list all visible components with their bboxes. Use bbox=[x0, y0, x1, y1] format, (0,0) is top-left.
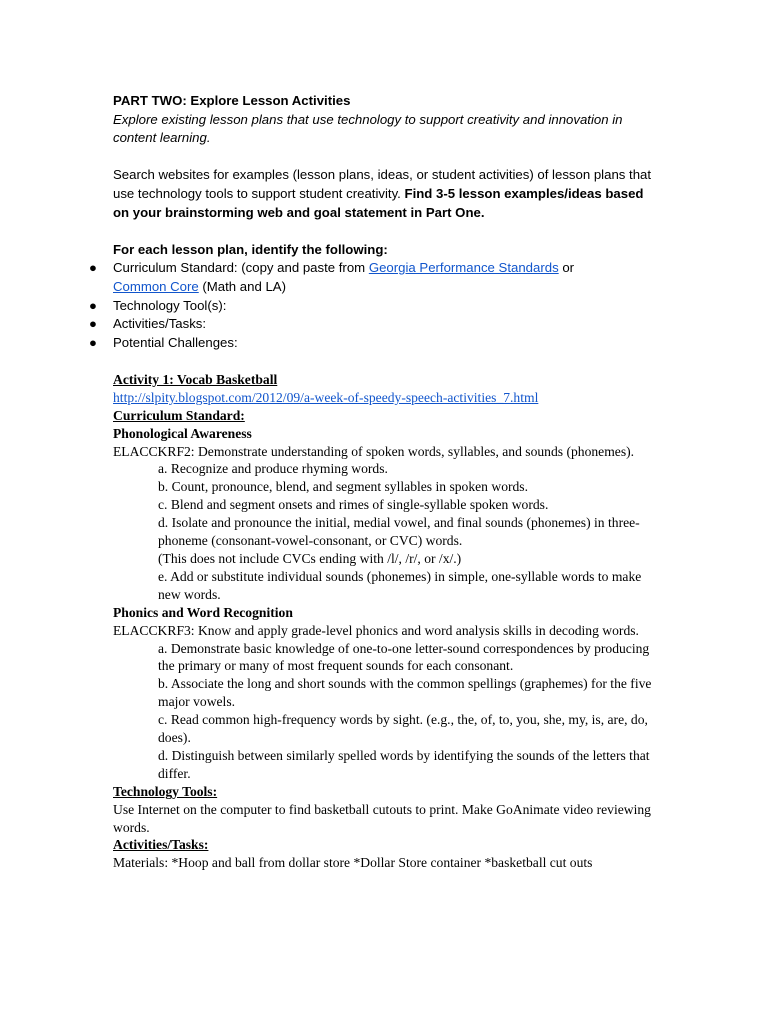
bullet-text: Activities/Tasks: bbox=[113, 316, 207, 332]
search-instructions bbox=[113, 166, 658, 222]
part-two-heading: PART TWO: Explore Lesson Activities bbox=[113, 93, 351, 108]
rf3-item: d. Distinguish between similarly spelled words by identifying the sounds of the letters that differ. bbox=[158, 747, 650, 781]
bullet-technology-tools bbox=[89, 297, 658, 316]
rf2-items bbox=[113, 460, 658, 603]
bullet-text: Technology Tool(s): bbox=[113, 297, 227, 313]
rf3-standard-text: ELACCKRF3: Know and apply grade-level phonics and word analysis skills in decoding words. bbox=[113, 622, 639, 638]
standard-prefix: Curriculum Standard: (copy and paste from bbox=[113, 260, 369, 276]
materials-text: Materials: *Hoop and ball from dollar store *Dollar Store container *basketball cut outs bbox=[113, 855, 593, 871]
rf2-item: a. Recognize and produce rhyming words. bbox=[158, 461, 388, 477]
standard-suffix: (Math and LA) bbox=[198, 278, 286, 294]
activity-section bbox=[113, 371, 658, 872]
rf2-standard-text: ELACCKRF2: Demonstrate understanding of spoken words, syllables, and sounds (phonemes). bbox=[113, 443, 635, 459]
bullet-dot: ● bbox=[89, 316, 97, 332]
bullet-curriculum-standard bbox=[89, 259, 658, 296]
bullet-dot: ● bbox=[89, 260, 97, 276]
rf2-item: d. Isolate and pronounce the initial, medial vowel, and final sounds (phonemes) in three-phoneme (consonant-vowel-consonant, or CVC) words. bbox=[158, 515, 640, 549]
bullet-text: Potential Challenges: bbox=[113, 334, 238, 350]
activity-title: Activity 1: Vocab Basketball bbox=[113, 371, 278, 387]
phonics-heading: Phonics and Word Recognition bbox=[113, 604, 293, 620]
part-two-intro: Explore existing lesson plans that use technology to support creativity and innovation in content learning. bbox=[113, 111, 623, 146]
georgia-performance-standards-link[interactable]: Georgia Performance Standards bbox=[368, 260, 559, 276]
rf2-item: b. Count, pronounce, blend, and segment syllables in spoken words. bbox=[158, 479, 528, 495]
part-two-section bbox=[89, 92, 658, 371]
activity-source-link[interactable]: http://slpity.blogspot.com/2012/09/a-week-of-speedy-speech-activities_7.html bbox=[113, 389, 539, 405]
identify-list bbox=[89, 259, 658, 352]
rf3-items bbox=[113, 640, 658, 783]
bullet-activities-tasks bbox=[89, 315, 658, 334]
rf3-item: b. Associate the long and short sounds with the common spellings (graphemes) for the five major vowels. bbox=[158, 676, 652, 710]
common-core-link[interactable]: Common Core bbox=[113, 278, 199, 294]
search-bold-text: Find 3-5 lesson examples/ideas based on your brainstorming web and goal statement in Part One. bbox=[113, 185, 644, 220]
technology-tools-heading: Technology Tools: bbox=[113, 783, 218, 799]
document-page bbox=[89, 92, 658, 872]
technology-tools-text: Use Internet on the computer to find basketball cutouts to print. Make GoAnimate video reviewing words. bbox=[113, 801, 651, 835]
activities-tasks-heading: Activities/Tasks: bbox=[113, 837, 209, 853]
bullet-dot: ● bbox=[89, 334, 97, 350]
curriculum-standard-heading: Curriculum Standard: bbox=[113, 407, 245, 423]
phonological-awareness-heading: Phonological Awareness bbox=[113, 425, 252, 441]
bullet-dot: ● bbox=[89, 297, 97, 313]
rf2-item: (This does not include CVCs ending with /l/, /r/, or /x/.) bbox=[158, 550, 462, 566]
search-text: Search websites for examples (lesson plans, ideas, or student activities) of lesson plans that use technology tools to support student creativity. bbox=[113, 167, 652, 201]
rf2-item: c. Blend and segment onsets and rimes of single-syllable spoken words. bbox=[158, 497, 549, 513]
rf2-item: e. Add or substitute individual sounds (phonemes) in simple, one-syllable words to make new words. bbox=[158, 568, 642, 602]
rf3-item: a. Demonstrate basic knowledge of one-to-one letter-sound correspondences by producing the primary or many of most frequent sounds for each consonant. bbox=[158, 640, 650, 674]
rf3-item: c. Read common high-frequency words by sight. (e.g., the, of, to, you, she, my, is, are, do, does). bbox=[158, 712, 648, 746]
or-text: or bbox=[558, 260, 575, 276]
bullet-potential-challenges bbox=[89, 334, 658, 353]
identify-heading: For each lesson plan, identify the following: bbox=[113, 241, 388, 257]
